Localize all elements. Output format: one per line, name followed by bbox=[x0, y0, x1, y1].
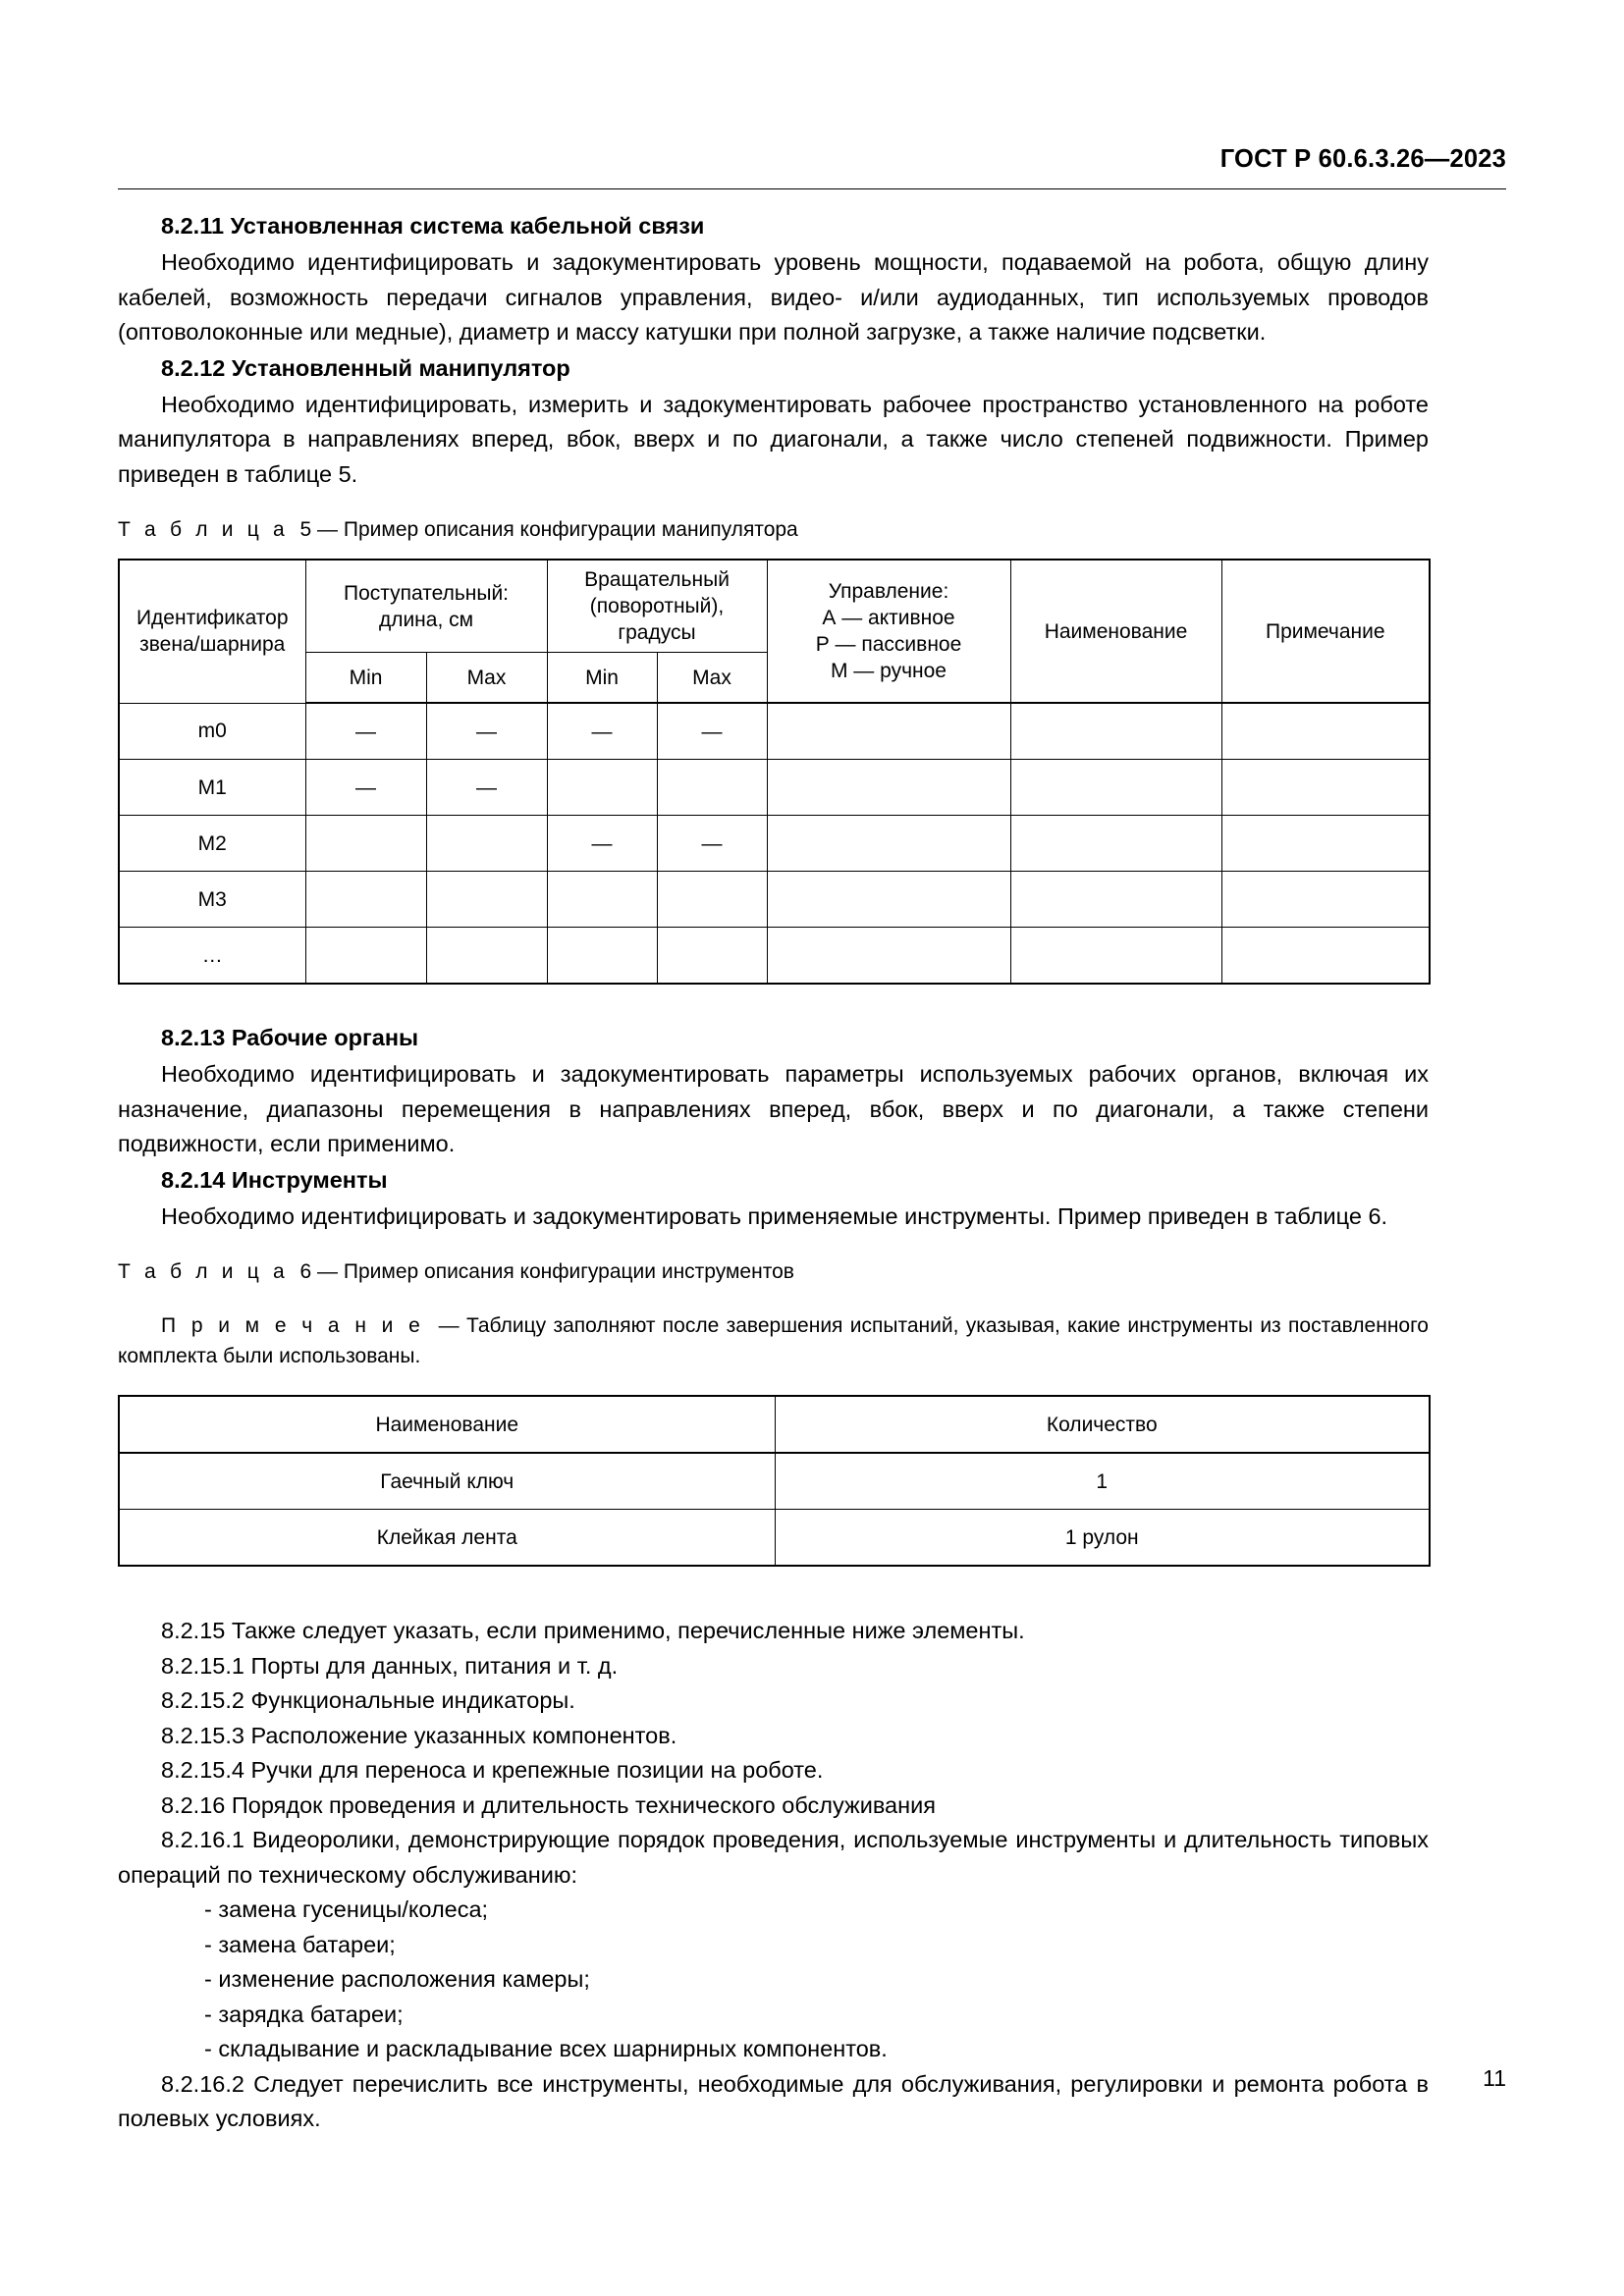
maintenance-item: - замена гусеницы/колеса; bbox=[204, 1896, 489, 1922]
table5-cell-revolute-max: — bbox=[657, 703, 767, 760]
table5-th-control bbox=[767, 560, 1010, 703]
table5-cell-prismatic-min bbox=[305, 816, 426, 872]
table5-th-revolute-line1: Вращательный bbox=[584, 568, 730, 591]
table6-caption-label: Т а б л и ц а bbox=[118, 1260, 289, 1283]
table5-th-prismatic-max: Max bbox=[426, 653, 547, 704]
table5-cell-name bbox=[1010, 703, 1221, 760]
table5-th-control-line1: Управление: bbox=[828, 580, 949, 603]
table6-th-name: Наименование bbox=[119, 1396, 775, 1453]
table5-cell-prismatic-min bbox=[305, 872, 426, 928]
table5-cell-revolute-max bbox=[657, 928, 767, 985]
table5-caption bbox=[118, 515, 1429, 545]
heading-8-2-13: 8.2.13 Рабочие органы bbox=[161, 1025, 419, 1050]
page-number: 11 bbox=[1483, 2065, 1506, 2091]
table5-th-revolute-max: Max bbox=[657, 653, 767, 704]
table5-cell-name bbox=[1010, 816, 1221, 872]
maintenance-item: - складывание и раскладывание всех шарнирных компонентов. bbox=[204, 2036, 888, 2061]
table6-caption-number: 6 bbox=[299, 1260, 312, 1283]
table-tools-configuration bbox=[118, 1395, 1431, 1567]
table5-cell-prismatic-max: — bbox=[426, 760, 547, 816]
table-row bbox=[119, 928, 1430, 985]
table6-cell-quantity: 1 рулон bbox=[775, 1510, 1430, 1567]
table5-th-control-line3: Р — пассивное bbox=[815, 633, 962, 656]
table5-cell-remark bbox=[1221, 760, 1430, 816]
table-row bbox=[119, 816, 1430, 872]
table5-cell-id: … bbox=[119, 928, 305, 985]
table5-cell-prismatic-max bbox=[426, 816, 547, 872]
header-rule bbox=[118, 188, 1506, 189]
table-row bbox=[119, 1510, 1430, 1567]
table5-cell-revolute-max bbox=[657, 872, 767, 928]
table5-cell-control bbox=[767, 928, 1010, 985]
table5-th-remark: Примечание bbox=[1221, 560, 1430, 703]
table5-cell-prismatic-max bbox=[426, 928, 547, 985]
table6-caption bbox=[118, 1257, 1429, 1287]
table5-cell-revolute-min bbox=[547, 928, 657, 985]
table5-th-identifier-line2: звена/шарнира bbox=[139, 633, 286, 657]
table5-th-identifier-line1: Идентификатор bbox=[135, 607, 289, 630]
table6-header-row bbox=[119, 1396, 1430, 1453]
table-row bbox=[119, 760, 1430, 816]
table5-cell-prismatic-min: — bbox=[305, 760, 426, 816]
table6-note-label: П р и м е ч а н и е bbox=[161, 1314, 424, 1337]
table5-cell-remark bbox=[1221, 872, 1430, 928]
paragraph-8-2-12: Необходимо идентифицировать, измерить и задокументировать рабочее пространство установленного на роботе манипулятора в направлениях вперед, вбок, вверх и по диагонали, а также число степеней подвижности. Пример приведен в таблице 5. bbox=[118, 391, 1429, 487]
maintenance-item: - изменение расположения камеры; bbox=[204, 1966, 590, 1992]
table5-th-identifier bbox=[119, 560, 305, 703]
table5-cell-revolute-min: — bbox=[547, 703, 657, 760]
table5-cell-control bbox=[767, 760, 1010, 816]
paragraph-8-2-14: Необходимо идентифицировать и задокументировать применяемые инструменты. Пример приведен в таблице 6. bbox=[161, 1202, 1388, 1229]
heading-8-2-14: 8.2.14 Инструменты bbox=[161, 1166, 388, 1193]
table-row bbox=[119, 872, 1430, 928]
table5-cell-prismatic-max bbox=[426, 872, 547, 928]
table5-cell-control bbox=[767, 816, 1010, 872]
heading-8-2-12: 8.2.12 Установленный манипулятор bbox=[161, 354, 570, 381]
table5-th-control-line4: М — ручное bbox=[830, 660, 947, 682]
table5-cell-name bbox=[1010, 760, 1221, 816]
page-header bbox=[118, 145, 1506, 188]
table-row bbox=[119, 1453, 1430, 1510]
table5-cell-revolute-max bbox=[657, 760, 767, 816]
table5-th-control-line2: А — активное bbox=[822, 607, 955, 629]
heading-8-2-11: 8.2.11 Установленная система кабельной связи bbox=[161, 213, 705, 239]
clause-8-2-15-4: 8.2.15.4 Ручки для переноса и крепежные позиции на роботе. bbox=[161, 1757, 824, 1783]
table5-cell-id: M2 bbox=[119, 816, 305, 872]
table6-caption-text: Пример описания конфигурации инструментов bbox=[343, 1260, 794, 1283]
table5-header-row-1 bbox=[119, 560, 1430, 653]
table5-cell-revolute-min bbox=[547, 760, 657, 816]
table5-cell-id: m0 bbox=[119, 703, 305, 760]
table5-cell-revolute-min: — bbox=[547, 816, 657, 872]
clause-8-2-16: 8.2.16 Порядок проведения и длительность технического обслуживания bbox=[161, 1791, 936, 1818]
table5-cell-revolute-min bbox=[547, 872, 657, 928]
paragraph-8-2-13: Необходимо идентифицировать и задокументировать параметры используемых рабочих органов, включая их назначение, диапазоны перемещения в направлениях вперед, вбок, вверх и по диагонали, а также степени подвижности, если применимо. bbox=[118, 1061, 1429, 1156]
table5-th-revolute-min: Min bbox=[547, 653, 657, 704]
table6-caption-dash: — bbox=[317, 1260, 339, 1283]
table5-th-prismatic-line2: длина, см bbox=[378, 608, 474, 631]
table5-cell-remark bbox=[1221, 928, 1430, 985]
table6-note-dash: — bbox=[438, 1314, 460, 1337]
table5-cell-prismatic-min: — bbox=[305, 703, 426, 760]
table5-caption-dash: — bbox=[317, 518, 339, 541]
table5-th-revolute-line3: градусы bbox=[618, 621, 696, 644]
table5-cell-name bbox=[1010, 872, 1221, 928]
paragraph-8-2-11: Необходимо идентифицировать и задокументировать уровень мощности, подаваемой на робота, общую длину кабелей, возможность передачи сигналов управления, видео- и/или аудиоданных, тип используемых проводов (оптоволоконные или медные), диаметр и массу катушки при полной загрузке, а также наличие подсветки. bbox=[118, 249, 1429, 345]
maintenance-item: - зарядка батареи; bbox=[204, 2001, 404, 2027]
table5-cell-name bbox=[1010, 928, 1221, 985]
table6-note-text: Таблицу заполняют после завершения испытаний, указывая, какие инструменты из поставленного комплекта были использованы. bbox=[118, 1314, 1429, 1367]
table6-cell-name: Гаечный ключ bbox=[119, 1453, 775, 1510]
clause-8-2-15-1: 8.2.15.1 Порты для данных, питания и т. д. bbox=[161, 1652, 619, 1679]
clause-8-2-16-1: 8.2.16.1 Видеоролики, демонстрирующие порядок проведения, используемые инструменты и длительность типовых операций по техническому обслуживанию: bbox=[118, 1827, 1429, 1888]
table5-th-prismatic-line1: Поступательный: bbox=[343, 581, 510, 605]
table-row bbox=[119, 703, 1430, 760]
clause-8-2-15-2: 8.2.15.2 Функциональные индикаторы. bbox=[161, 1687, 575, 1713]
table5-cell-remark bbox=[1221, 816, 1430, 872]
table6-note bbox=[118, 1310, 1429, 1371]
table5-th-name: Наименование bbox=[1010, 560, 1221, 703]
table5-cell-id: M3 bbox=[119, 872, 305, 928]
table-manipulator-configuration bbox=[118, 559, 1431, 985]
page-content bbox=[118, 208, 1429, 2137]
table5-cell-prismatic-max: — bbox=[426, 703, 547, 760]
table5-caption-number: 5 bbox=[299, 518, 312, 541]
table6-th-quantity: Количество bbox=[775, 1396, 1430, 1453]
table5-cell-control bbox=[767, 872, 1010, 928]
clause-8-2-16-2: 8.2.16.2 Следует перечислить все инструменты, необходимые для обслуживания, регулировки и ремонта робота в полевых условиях. bbox=[118, 2070, 1429, 2131]
table5-th-revolute bbox=[547, 560, 767, 653]
standard-title: ГОСТ Р 60.6.3.26—2023 bbox=[1219, 145, 1506, 173]
clause-8-2-15-3: 8.2.15.3 Расположение указанных компонентов. bbox=[161, 1722, 677, 1748]
clause-8-2-15: 8.2.15 Также следует указать, если применимо, перечисленные ниже элементы. bbox=[161, 1618, 1025, 1643]
table5-th-prismatic bbox=[305, 560, 547, 653]
table5-caption-text: Пример описания конфигурации манипулятора bbox=[343, 518, 798, 541]
table5-cell-prismatic-min bbox=[305, 928, 426, 985]
table5-cell-revolute-max: — bbox=[657, 816, 767, 872]
table5-cell-remark bbox=[1221, 703, 1430, 760]
table6-cell-quantity: 1 bbox=[775, 1453, 1430, 1510]
table5-caption-label: Т а б л и ц а bbox=[118, 518, 289, 541]
table5-cell-id: M1 bbox=[119, 760, 305, 816]
table6-cell-name: Клейкая лента bbox=[119, 1510, 775, 1567]
table5-th-prismatic-min: Min bbox=[305, 653, 426, 704]
table5-th-revolute-line2: (поворотный), bbox=[589, 595, 725, 617]
maintenance-item: - замена батареи; bbox=[204, 1931, 396, 1957]
table5-cell-control bbox=[767, 703, 1010, 760]
